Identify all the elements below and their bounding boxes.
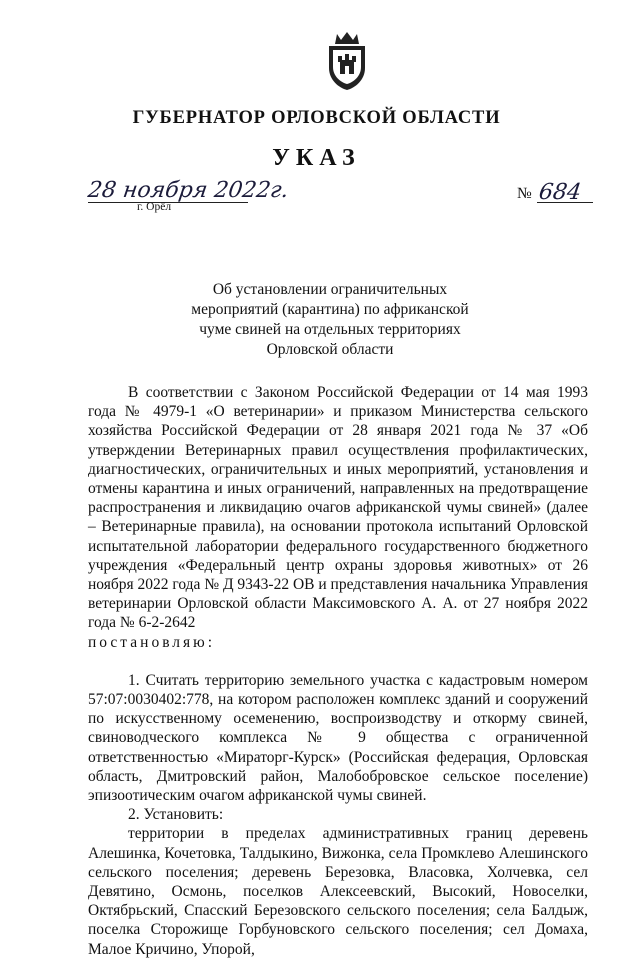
item-2-heading: 2. Установить: (128, 806, 224, 824)
decree-body (88, 383, 588, 959)
preamble-paragraph: В соответствии с Законом Российской Федерации от 14 мая 1993 года № 4979-1 «О ветеринарии» и приказом Министерства сельского хозяйства Российской Федерации от 28 января 2021 года № 37 «Об утверждении Ветеринарных правил осуществления профилактических, диагностических, ограничительных и иных мероприятий, установления и отмены карантина и иных ограничений, направленных на предотвращение распространения и ликвидацию очагов африканской чумы свиней» (далее – Ветеринарные правила), на основании протокола испытаний Орловской испытательной лаборатории федерального государственного бюджетного учреждения «Федеральный центр охраны здоровья животных» от 26 ноября 2022 года № Д 9343-22 ОВ и представления начальника Управления ветеринарии Орловской области Максимовского А. А. от 27 ноября 2022 года № 6-2-2642 (88, 384, 588, 632)
handwritten-date: 28 ноября 2022г. (86, 178, 291, 203)
item-2-paragraph: территории в пределах административных границ деревень Алешинка, Кочетовка, Талдыкино, Вижонка, села Промклево Алешинского сельского поселения; деревень Березовка, Власовка, Холчевка, сел Девятино, Осмонь, поселков Алексеевский, Высокий, Новоселки, Октябрьский, Спасский Березовского сельского поселения; села Балдыж, поселка Сторожище Горбуновского сельского поселения; сел Домаха, Малое Кричино, Упорой, (88, 825, 588, 958)
coat-of-arms-icon (323, 30, 371, 92)
issuing-authority: ГУБЕРНАТОР ОРЛОВСКОЙ ОБЛАСТИ (132, 108, 501, 128)
document-type: УКАЗ (272, 145, 361, 171)
decree-word: постановляю: (88, 633, 216, 651)
number-sign: № (517, 185, 532, 202)
item-1-paragraph: 1. Считать территорию земельного участка с кадастровым номером 57:07:0030402:778, на котором расположен комплекс зданий и сооружений по искусственному осеменению, воспроизводству и откорму свиней, свиноводческого комплекса № 9 общества с ограниченной ответственностью «Мираторг-Курск» (Российская федерация, Орловская область, Дмитровский район, Малобобровское сельское поселение) эпизоотическим очагом африканской чумы свиней. (88, 671, 588, 805)
decree-title: Об установлении ограничительных мероприятий (карантина) по африканской чуме свиней на отдельных территориях Орловской области (191, 281, 469, 358)
number-underline (537, 202, 593, 203)
city-label: г. Орёл (137, 201, 172, 213)
handwritten-number: 684 (537, 180, 583, 205)
